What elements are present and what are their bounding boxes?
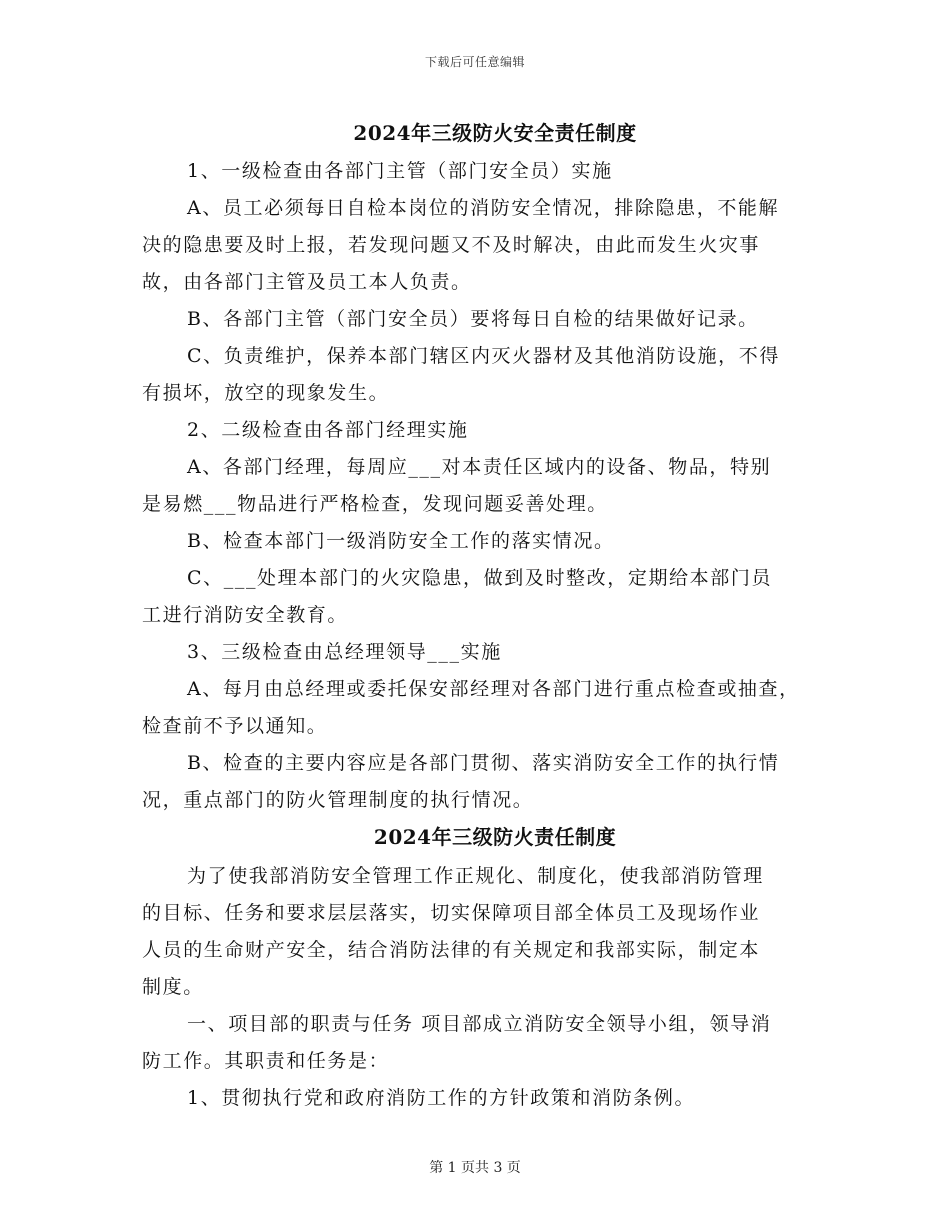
section2-line: 制度。 xyxy=(142,976,204,998)
section1-line: B、检查的主要内容应是各部门贯彻、落实消防安全工作的执行情 xyxy=(187,752,780,774)
section1-line: 工进行消防安全教育。 xyxy=(142,604,349,626)
section1-line: 3、三级检查由总经理领导___实施 xyxy=(187,641,502,663)
section1-line: 故，由各部门主管及员工本人负责。 xyxy=(142,271,472,293)
section1-line: 2、二级检查由各部门经理实施 xyxy=(187,419,469,441)
section1-line: 检查前不予以通知。 xyxy=(142,715,328,737)
section1-line: A、员工必须每日自检本岗位的消防安全情况，排除隐患，不能解 xyxy=(187,197,780,219)
section1-title: 2024年三级防火安全责任制度 xyxy=(353,121,637,145)
section1-line: C、___处理本部门的火灾隐患，做到及时整改，定期给本部门员 xyxy=(187,567,773,589)
section2-line: 防工作。其职责和任务是： xyxy=(142,1050,390,1072)
section1-line: B、各部门主管（部门安全员）要将每日自检的结果做好记录。 xyxy=(187,308,759,330)
section2-line: 的目标、任务和要求层层落实，切实保障项目部全体员工及现场作业 xyxy=(142,902,761,924)
section1-line: A、每月由总经理或委托保安部经理对各部门进行重点检查或抽查， xyxy=(187,678,800,700)
section1-line: B、检查本部门一级消防安全工作的落实情况。 xyxy=(187,530,615,552)
section2-title: 2024年三级防火责任制度 xyxy=(373,825,617,849)
section1-line: 有损坏，放空的现象发生。 xyxy=(142,382,390,404)
section1-line: 是易燃___物品进行严格检查，发现问题妥善处理。 xyxy=(142,493,608,515)
section2-line: 一、项目部的职责与任务 项目部成立消防安全领导小组，领导消 xyxy=(187,1013,772,1035)
section1-line: C、负责维护，保养本部门辖区内灭火器材及其他消防设施，不得 xyxy=(187,345,780,367)
section1-line: 况，重点部门的防火管理制度的执行情况。 xyxy=(142,789,534,811)
section1-line: 1、一级检查由各部门主管（部门安全员）实施 xyxy=(187,160,613,182)
section2-line: 为了使我部消防安全管理工作正规化、制度化，使我部消防管理 xyxy=(187,865,764,887)
section2-line: 人员的生命财产安全，结合消防法律的有关规定和我部实际，制定本 xyxy=(142,939,761,961)
section2-line: 1、贯彻执行党和政府消防工作的方针政策和消防条例。 xyxy=(187,1087,696,1109)
page-footer: 第 1 页共 3 页 xyxy=(429,1160,521,1176)
page-header: 下载后可任意编辑 xyxy=(424,55,525,69)
section1-line: 决的隐患要及时上报，若发现问题又不及时解决，由此而发生火灾事 xyxy=(142,234,761,256)
section1-line: A、各部门经理，每周应___对本责任区域内的设备、物品，特别 xyxy=(187,456,772,478)
